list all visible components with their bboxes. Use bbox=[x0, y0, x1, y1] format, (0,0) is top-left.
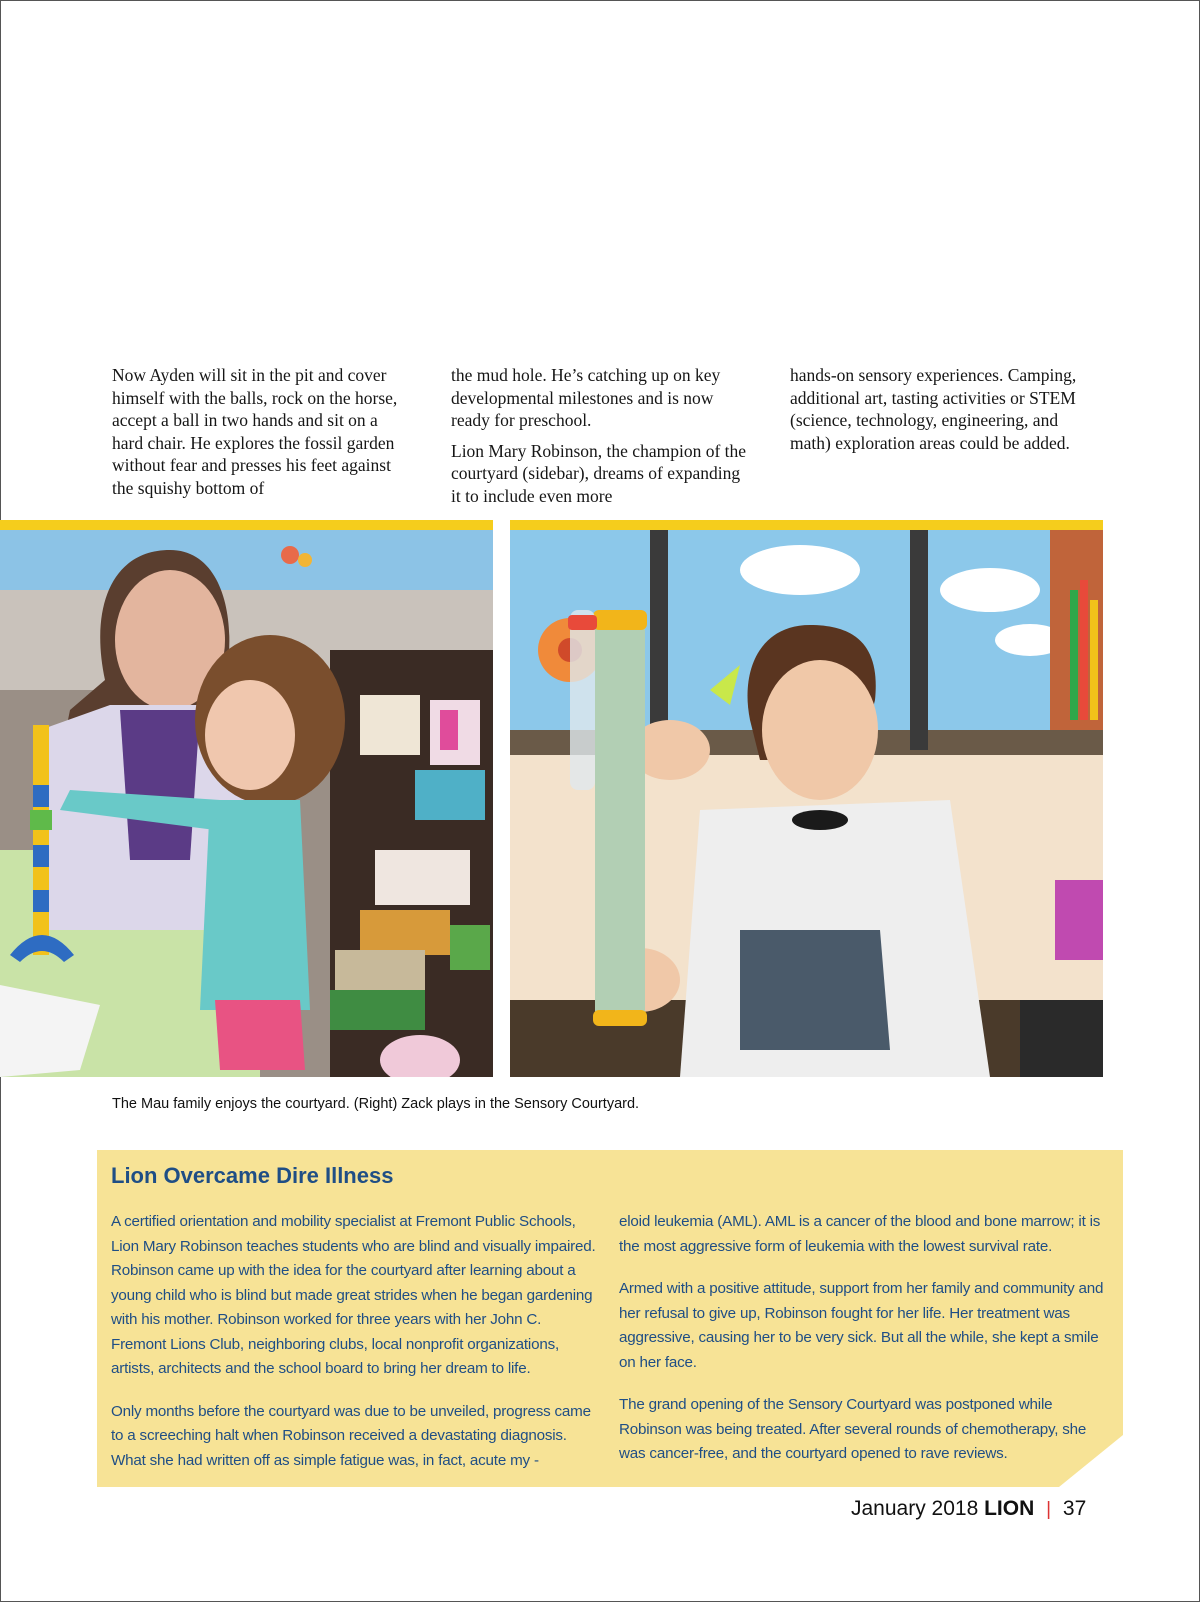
article-column-3 bbox=[790, 364, 1090, 462]
photo-accent-bar bbox=[510, 520, 1103, 530]
footer-separator: | bbox=[1046, 1499, 1052, 1520]
photo-zack bbox=[510, 520, 1103, 1077]
photo-accent-bar bbox=[0, 520, 493, 530]
sidebar-paragraph: Armed with a positive attitude, support from her family and community and her refusal to give up, Robinson fought for her life. Her treatment was aggressive, causing her to be very sick. But all the while, she kept a smile on her face. bbox=[619, 1280, 1104, 1371]
article-paragraph: Lion Mary Robinson, the champion of the courtyard (sidebar), dreams of expanding it to include even more bbox=[451, 440, 747, 506]
sidebar-column-1 bbox=[111, 1210, 599, 1491]
mau-family-illustration bbox=[0, 530, 493, 1077]
sidebar-paragraph: The grand opening of the Sensory Courtyard was postponed while Robinson was being treated. After several rounds of chemotherapy, she was cancer-free, and the courtyard opened to rave reviews. bbox=[619, 1396, 1087, 1462]
magazine-name: LION bbox=[984, 1497, 1035, 1520]
page-footer bbox=[851, 1497, 1086, 1521]
article-paragraph: the mud hole. He’s catching up on key developmental milestones and is now ready for preschool. bbox=[451, 365, 721, 430]
sidebar-paragraph: eloid leukemia (AML). AML is a cancer of the blood and bone marrow; it is the most aggressive form of leukemia with the lowest survival rate. bbox=[619, 1213, 1101, 1255]
sidebar-paragraph: Only months before the courtyard was due to be unveiled, progress came to a screeching halt when Robinson received a devastating diagnosis. What she had written off as simple fatigue was, in fact, acute my - bbox=[111, 1402, 591, 1469]
sidebar-column-2 bbox=[619, 1210, 1107, 1485]
zack-illustration bbox=[510, 530, 1103, 1077]
issue-date: January 2018 bbox=[851, 1497, 979, 1520]
sidebar-title: Lion Overcame Dire Illness bbox=[111, 1163, 394, 1188]
page-number: 37 bbox=[1062, 1497, 1087, 1520]
photo-caption: The Mau family enjoys the courtyard. (Right) Zack plays in the Sensory Courtyard. bbox=[112, 1096, 640, 1112]
photo-mau-family bbox=[0, 520, 493, 1077]
article-column-1 bbox=[112, 364, 412, 507]
article-paragraph: hands-on sensory experiences. Camping, additional art, tasting activities or STEM (science, technology, engineering, and math) exploration areas could be added. bbox=[790, 365, 1077, 453]
article-column-2 bbox=[451, 364, 751, 515]
article-paragraph: Now Ayden will sit in the pit and cover himself with the balls, rock on the horse, accept a ball in two hands and sit on a hard chair. He explores the fossil garden without fear and presses his feet against the squishy bottom of bbox=[112, 365, 398, 498]
sidebar-paragraph: A certified orientation and mobility specialist at Fremont Public Schools, Lion Mary Robinson teaches students who are blind and visually impaired. Robinson came up with the idea for the courtyard after learning about a young child who is blind but made great strides when he began gardening with his mother. Robinson worked for three years with her John C. Fremont Lions Club, neighboring clubs, local nonprofit organizations, artists, architects and the school board to bring her dream to life. bbox=[111, 1213, 596, 1377]
